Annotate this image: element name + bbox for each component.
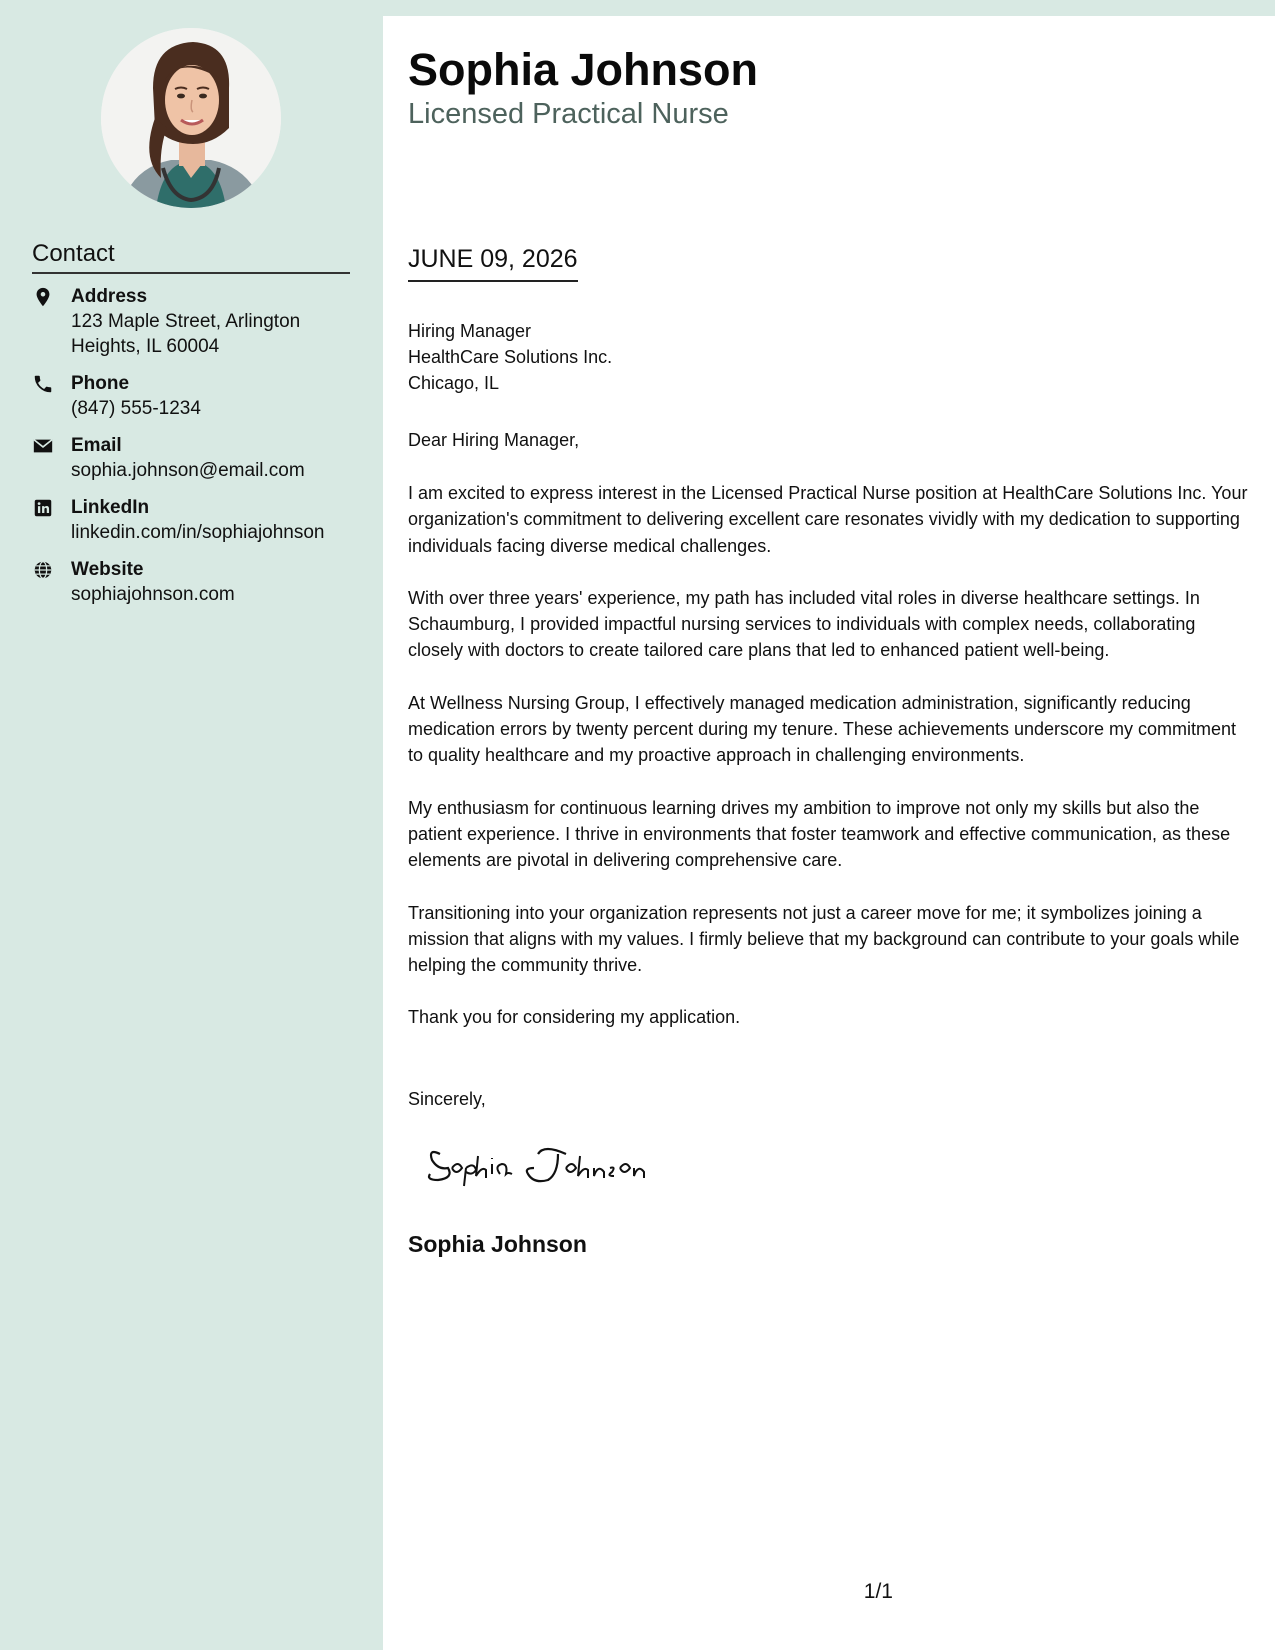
linkedin-value[interactable]: linkedin.com/in/sophiajohnson xyxy=(71,522,325,543)
page-number: 1/1 xyxy=(863,1580,893,1603)
sidebar xyxy=(0,0,383,1650)
avatar xyxy=(101,28,281,208)
phone-value[interactable]: (847) 555-1234 xyxy=(71,398,201,419)
letter-body xyxy=(408,480,1248,1057)
contact-item-linkedin xyxy=(32,495,362,545)
contact-label: LinkedIn xyxy=(71,497,150,518)
phone-icon xyxy=(32,373,54,395)
signature xyxy=(418,1134,678,1194)
letter-main xyxy=(383,16,1275,1650)
recipient-block xyxy=(408,318,1238,396)
body-paragraph: With over three years' experience, my path has included vital roles in diverse healthcare settings. In Schaumburg, I provided impactful nursing services to individuals with complex needs, collaborating closely with doctors to create tailored care plans that led to enhanced patient well-being. xyxy=(408,587,1200,661)
body-paragraph: I am excited to express interest in the Licensed Practical Nurse position at HealthCare Solutions Inc. Your organization's commitment to delivering excellent care resonates vividly with my dedication to supporting individuals facing diverse medical challenges. xyxy=(408,483,1248,556)
signature-image xyxy=(418,1134,678,1194)
body-paragraph: At Wellness Nursing Group, I effectively managed medication administration, significantly reducing medication errors by twenty percent during my tenure. These achievements underscore my commitment to quality healthcare and my proactive approach in challenging environments. xyxy=(408,692,1237,766)
contact-item-address xyxy=(32,284,362,359)
recipient-line: Chicago, IL xyxy=(408,373,500,393)
contact-item-email xyxy=(32,433,362,483)
job-title: Licensed Practical Nurse xyxy=(408,98,729,130)
contact-label: Address xyxy=(71,286,148,307)
body-paragraph: Thank you for considering my application. xyxy=(408,1007,741,1028)
applicant-name: Sophia Johnson xyxy=(408,44,759,95)
contact-label: Phone xyxy=(71,373,130,394)
recipient-line: HealthCare Solutions Inc. xyxy=(408,347,613,367)
location-pin-icon xyxy=(32,286,54,308)
linkedin-icon xyxy=(32,497,54,519)
salutation: Dear Hiring Manager, xyxy=(408,430,580,450)
letter-date: JUNE 09, 2026 xyxy=(408,244,578,282)
contact-list xyxy=(32,284,362,619)
body-paragraph: Transitioning into your organization represents not just a career move for me; it symbolizes joining a mission that aligns with my values. I firmly believe that my background can contribute to your goals while helping the community thrive. xyxy=(408,902,1240,976)
recipient-line: Hiring Manager xyxy=(408,321,532,341)
globe-icon xyxy=(32,559,54,581)
email-icon xyxy=(32,435,54,457)
contact-item-website xyxy=(32,557,362,607)
contact-label: Website xyxy=(71,559,144,580)
contact-heading: Contact xyxy=(32,240,350,274)
email-value[interactable]: sophia.johnson@email.com xyxy=(71,460,305,481)
website-value[interactable]: sophiajohnson.com xyxy=(71,584,235,605)
contact-label: Email xyxy=(71,435,122,456)
profile-photo xyxy=(101,28,281,208)
address-value: 123 Maple Street, Arlington Heights, IL 60004 xyxy=(71,311,301,357)
contact-item-phone xyxy=(32,371,362,421)
signed-name: Sophia Johnson xyxy=(408,1231,587,1257)
body-paragraph: My enthusiasm for continuous learning drives my ambition to improve not only my skills but also the patient experience. I thrive in environments that foster teamwork and effective communication, as these elements are pivotal in delivering comprehensive care. xyxy=(408,797,1231,871)
closing: Sincerely, xyxy=(408,1089,486,1109)
